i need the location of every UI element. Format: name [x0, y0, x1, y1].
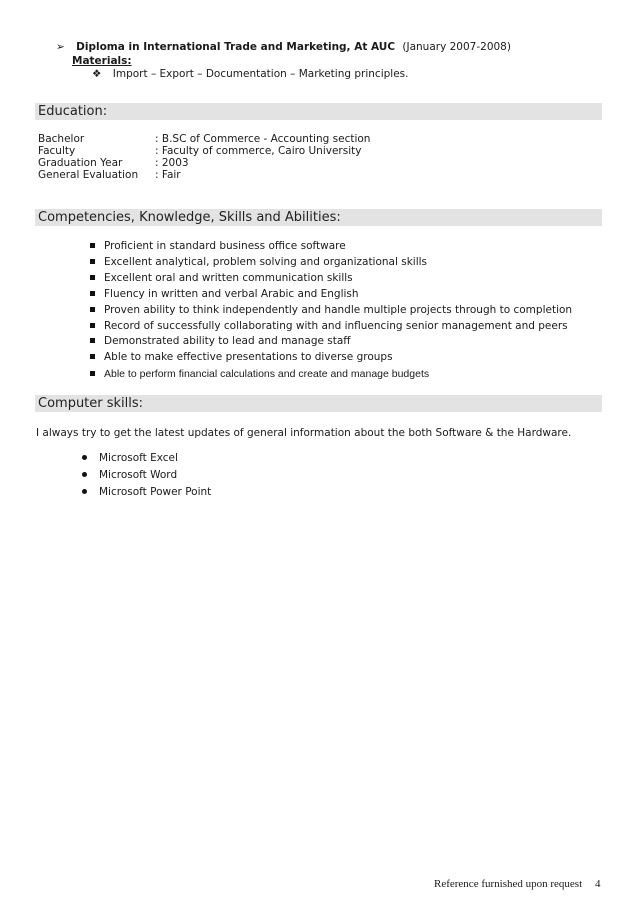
computer-section-bar — [35, 395, 602, 412]
square-bullet-icon — [90, 291, 95, 296]
education-label: Bachelor — [38, 133, 85, 145]
education-value: : 2003 — [155, 157, 189, 169]
education-label: General Evaluation — [38, 169, 139, 181]
competency-item — [90, 351, 393, 363]
square-bullet-icon — [90, 307, 95, 312]
footer-note: Reference furnished upon request — [434, 878, 583, 890]
competency-item — [90, 368, 429, 380]
education-row — [38, 133, 370, 145]
computer-intro: I always try to get the latest updates of general information about the both Software & the Hardware. — [36, 427, 572, 439]
diploma-dates: (January 2007-2008) — [402, 41, 511, 53]
competency-item — [90, 272, 353, 284]
education-label: Faculty — [38, 145, 76, 157]
education-row — [38, 145, 361, 157]
education-label: Graduation Year — [38, 157, 123, 169]
education-value: : Faculty of commerce, Cairo University — [155, 145, 362, 157]
square-bullet-icon — [90, 259, 95, 264]
software-item — [82, 452, 178, 464]
competencies-heading: Competencies, Knowledge, Skills and Abilities: — [38, 210, 341, 225]
computer-heading: Computer skills: — [38, 396, 144, 411]
material-item — [92, 68, 408, 80]
competency-item — [90, 304, 572, 316]
materials-label: Materials: — [72, 55, 132, 67]
competency-text: Able to perform financial calculations and create and manage budgets — [104, 368, 430, 380]
square-bullet-icon — [90, 338, 95, 343]
software-text: Microsoft Excel — [99, 452, 178, 464]
square-bullet-icon — [90, 275, 95, 280]
material-text: Import – Export – Documentation – Marketing principles. — [112, 68, 409, 80]
education-heading: Education: — [38, 104, 108, 119]
software-text: Microsoft Power Point — [99, 486, 212, 498]
education-row — [38, 157, 189, 169]
software-item — [82, 469, 177, 481]
competency-item — [90, 240, 346, 252]
competency-text: Demonstrated ability to lead and manage staff — [104, 335, 351, 347]
square-bullet-icon — [90, 371, 95, 376]
education-section-bar — [35, 103, 602, 120]
square-bullet-icon — [90, 323, 95, 328]
software-text: Microsoft Word — [99, 469, 178, 481]
page-number: 4 — [595, 878, 601, 890]
square-bullet-icon — [90, 354, 95, 359]
competency-text: Proven ability to think independently and handle multiple projects through to completion — [104, 304, 573, 316]
dot-bullet-icon — [82, 489, 87, 494]
competency-text: Fluency in written and verbal Arabic and English — [104, 288, 359, 300]
competency-text: Proficient in standard business office software — [104, 240, 346, 252]
diploma-title: Diploma in International Trade and Marketing, At AUC — [76, 41, 396, 53]
competency-item — [90, 256, 427, 268]
square-bullet-icon — [90, 243, 95, 248]
education-value: : Fair — [155, 169, 181, 181]
competency-text: Excellent analytical, problem solving and organizational skills — [104, 256, 428, 268]
diploma-line — [56, 41, 511, 53]
education-value: : B.SC of Commerce - Accounting section — [155, 133, 371, 145]
dot-bullet-icon — [82, 455, 87, 460]
competency-text: Record of successfully collaborating with and influencing senior management and peers — [104, 320, 568, 332]
competency-item — [90, 335, 351, 347]
diamond-bullet-icon: ❖ — [92, 68, 102, 80]
competency-item — [90, 320, 568, 332]
arrow-bullet-icon: ➢ — [56, 41, 65, 53]
competency-text: Excellent oral and written communication skills — [104, 272, 353, 284]
education-row — [38, 169, 181, 181]
dot-bullet-icon — [82, 472, 87, 477]
competencies-section-bar — [35, 209, 602, 226]
competency-item — [90, 288, 359, 300]
software-item — [82, 486, 211, 498]
competency-text: Able to make effective presentations to diverse groups — [104, 351, 393, 363]
